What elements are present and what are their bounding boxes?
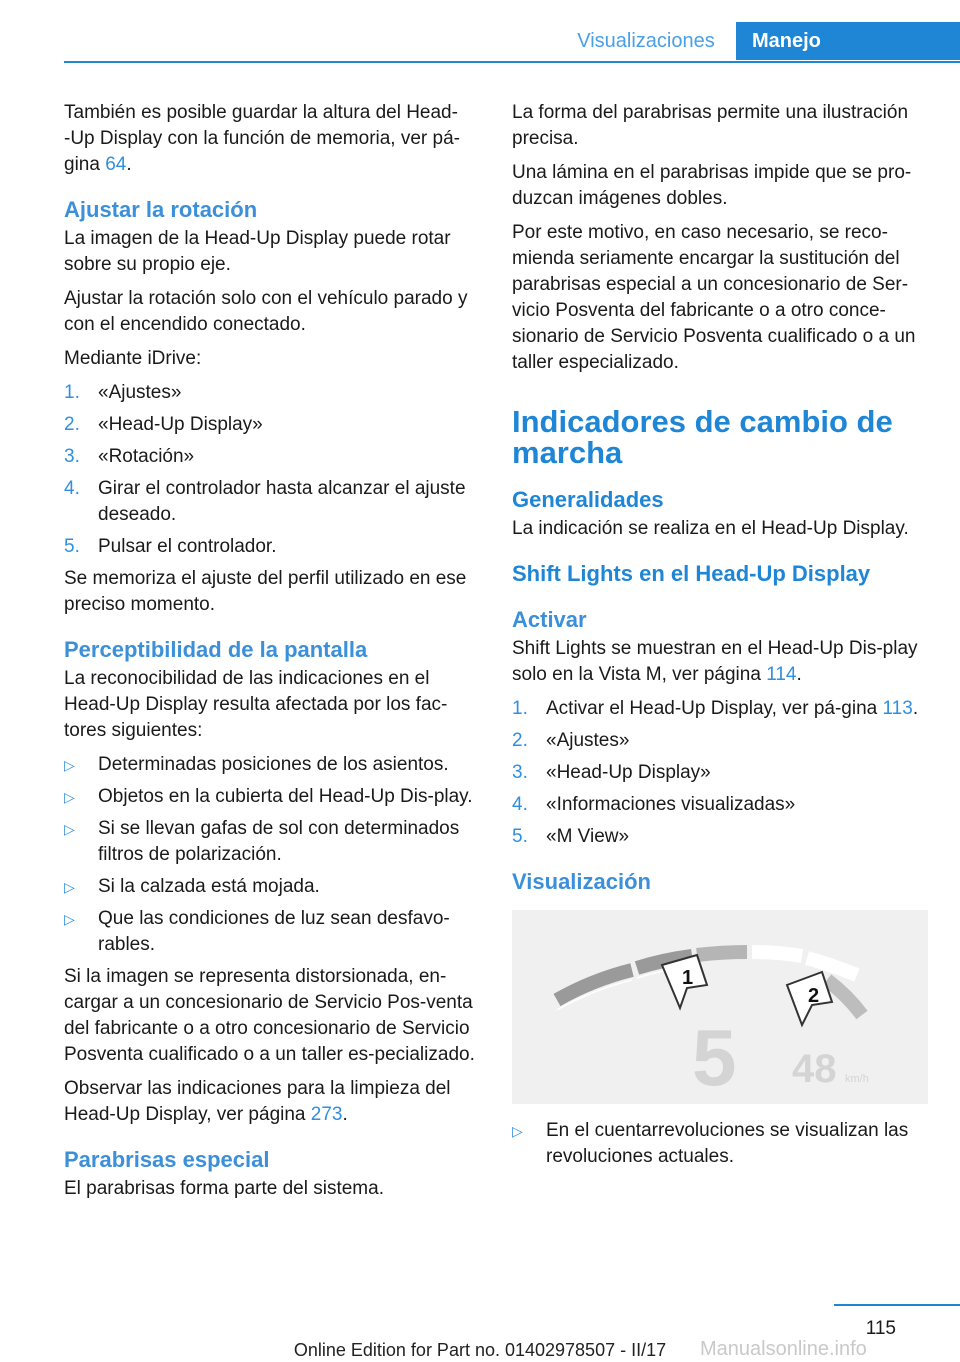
paragraph: Mediante iDrive: [64,348,202,369]
triangle-bullet-icon: ▷ [64,879,75,895]
shift-lights-illustration [512,910,928,1104]
header-rule [64,61,960,63]
paragraph: Si la imagen se representa distorsionada, en-cargar a un concesionario de Servicio Pos-venta del fabricante o a otro concesionario de Servicio Posventa cualificado o a un taller es-pecializado. [64,966,475,1065]
list-item: 2. «Head-Up Display» [64,414,263,435]
svg-text:2: 2 [808,985,820,1007]
heading-ajustar-rotacion: Ajustar la rotación [64,197,258,222]
list-item: ▷ Si se llevan gafas de sol con determinados filtros de polarización. [64,816,478,868]
heading-generalidades: Generalidades [512,487,664,512]
list-item: 4. «Informaciones visualizadas» [512,794,796,815]
speed-unit: km/h [845,1073,869,1085]
list-item: 3. «Head-Up Display» [512,762,711,783]
list-item: 3. «Rotación» [64,446,195,467]
list-item: ▷ En el cuentarrevoluciones se visualizan las revoluciones actuales. [512,1118,928,1170]
list-item: 5. «M View» [512,826,630,847]
triangle-bullet-icon: ▷ [64,789,75,805]
list-item: 1. «Ajustes» [64,382,182,403]
page-link-114[interactable]: 114 [766,664,797,685]
triangle-bullet-icon: ▷ [64,821,75,837]
speed-readout: 48 [792,1047,837,1091]
heading-activar: Activar [512,607,587,632]
watermark: Manualsonline.info [700,1338,867,1360]
paragraph: Ajustar la rotación solo con el vehículo parado y con el encendido conectado. [64,288,468,335]
activation-steps-list [512,696,928,850]
list-item: ▷ Que las condiciones de luz sean desfavo-rables. [64,906,478,958]
triangle-bullet-icon: ▷ [64,757,75,773]
shift-lights-figure [512,910,928,1104]
right-column [512,100,928,1176]
page-link-64[interactable]: 64 [105,154,127,175]
page-link-273[interactable]: 273 [310,1104,343,1125]
paragraph: Observar las indicaciones para la limpieza del Head-Up Display, ver página 273. [64,1078,451,1125]
left-column [64,100,478,1210]
header-section-tab[interactable]: Visualizaciones [577,29,715,52]
paragraph: Por este motivo, en caso necesario, se reco-mienda seriamente encargar la sustitución del parabrisas especial a un concesionario de Ser-vicio Posventa del fabricante o a otro conce-sionario de Servicio Posventa cualificado o a un taller especializado. [512,222,916,373]
list-item: 5. Pulsar el controlador. [64,536,277,557]
paragraph: La imagen de la Head-Up Display puede rotar sobre su propio eje. [64,228,451,275]
paragraph: Se memoriza el ajuste del perfil utilizado en ese preciso momento. [64,568,467,615]
paragraph: La reconocibilidad de las indicaciones en el Head-Up Display resulta afectada por los fac-tores siguientes: [64,668,448,741]
list-item: 2. «Ajustes» [512,730,630,751]
gear-indicator: 5 [692,1013,737,1102]
page-number: 115 [865,1318,896,1339]
intro-paragraph: También es posible guardar la altura del Head- -Up Display con la función de memoria, ver pá- gina 64. [64,102,461,175]
rotation-steps-list [64,380,478,560]
paragraph: La forma del parabrisas permite una ilustración precisa. [512,102,909,149]
heading-parabrisas: Parabrisas especial [64,1147,270,1172]
factors-list [64,752,478,958]
paragraph: Shift Lights se muestran en el Head-Up Dis-play solo en la Vista M, ver página 114. [512,638,918,685]
list-item: ▷ Objetos en la cubierta del Head-Up Dis-play. [64,784,478,810]
visualization-list [512,1118,928,1170]
page-number-rule [834,1304,960,1306]
triangle-bullet-icon: ▷ [64,911,75,927]
triangle-bullet-icon: ▷ [512,1123,523,1139]
paragraph: El parabrisas forma parte del sistema. [64,1178,384,1199]
heading-visualizacion: Visualización [512,869,651,894]
page-link-113[interactable]: 113 [882,698,913,719]
svg-text:1: 1 [682,967,694,989]
paragraph: Una lámina en el parabrisas impide que se pro-duzcan imágenes dobles. [512,162,912,209]
paragraph: La indicación se realiza en el Head-Up Display. [512,518,909,539]
heading-shift-lights: Shift Lights en el Head-Up Display [512,561,871,586]
edition-footer: Online Edition for Part no. 01402978507 - II/17 [293,1340,667,1360]
heading-perceptibilidad: Perceptibilidad de la pantalla [64,637,368,662]
heading-indicadores: Indicadores de cambio de marcha [512,404,893,470]
list-item: ▷ Determinadas posiciones de los asientos. [64,752,478,778]
list-item: 1. Activar el Head-Up Display, ver pá-gina 113. [512,698,919,719]
list-item: ▷ Si la calzada está mojada. [64,874,478,900]
header-chapter-tab[interactable]: Manejo [736,22,960,60]
list-item: 4. Girar el controlador hasta alcanzar el ajuste deseado. [64,478,466,525]
